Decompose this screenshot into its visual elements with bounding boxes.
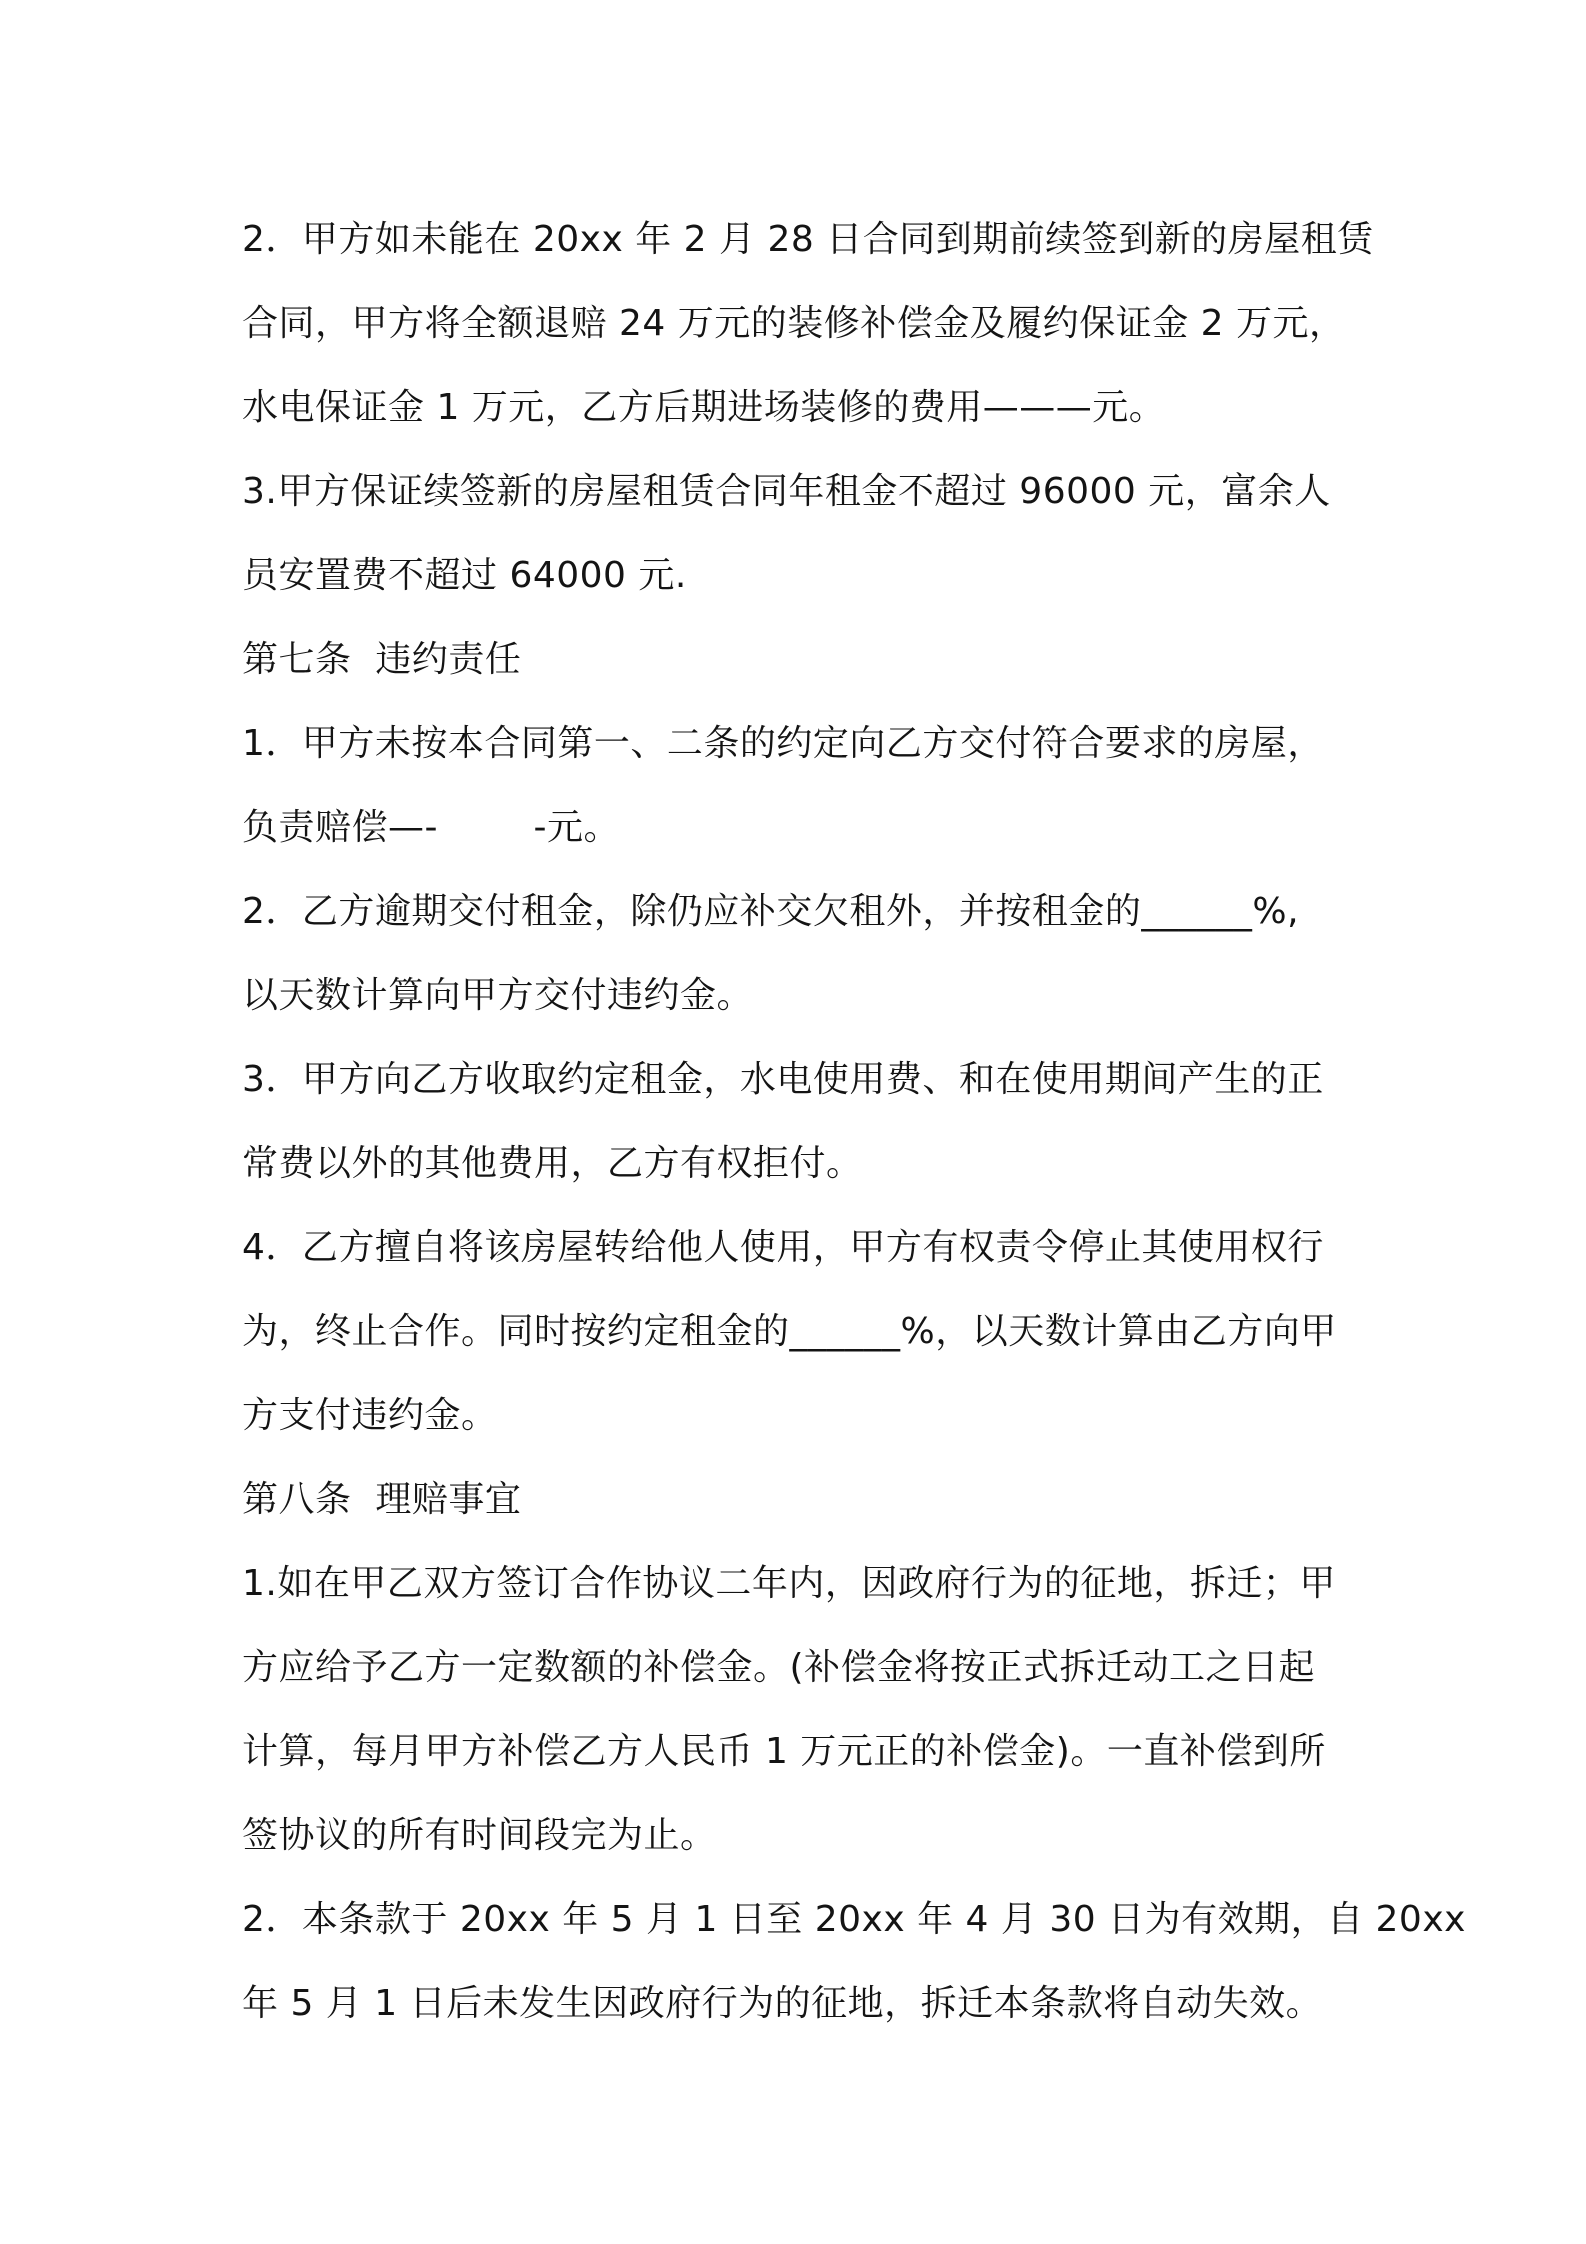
text-line: 签协议的所有时间段完为止。 [242,1815,717,1856]
text-line: 水电保证金 1 万元，乙方后期进场装修的费用———元。 [242,387,1166,428]
text-line: 4．乙方擅自将该房屋转给他人使用，甲方有权责令停止其使用权行 [242,1227,1324,1268]
text-line: 1．甲方未按本合同第一、二条的约定向乙方交付符合要求的房屋， [242,723,1324,764]
text-line: 3.甲方保证续签新的房屋租赁合同年租金不超过 96000 元，富余人 [242,471,1331,512]
text-line: 年 5 月 1 日后未发生因政府行为的征地，拆迁本条款将自动失效。 [242,1983,1323,2024]
text-line: 2．乙方逾期交付租金，除仍应补交欠租外，并按租金的______%, [242,891,1300,932]
text-line: 方支付违约金。 [242,1395,498,1436]
text-line: 计算，每月甲方补偿乙方人民币 1 万元正的补偿金)。一直补偿到所 [242,1731,1326,1772]
section-heading-article-8: 第八条 理赔事宜 [242,1479,522,1520]
document-body [242,198,1466,2046]
section-heading-article-7: 第七条 违约责任 [242,639,522,680]
text-line: 方应给予乙方一定数额的补偿金。(补偿金将按正式拆迁动工之日起 [242,1647,1316,1688]
text-line: 负责赔偿—- -元。 [242,807,621,848]
text-line: 2．甲方如未能在 20xx 年 2 月 28 日合同到期前续签到新的房屋租赁 [242,219,1374,260]
text-line: 3．甲方向乙方收取约定租金，水电使用费、和在使用期间产生的正 [242,1059,1324,1100]
text-line: 为，终止合作。同时按约定租金的______%，以天数计算由乙方向甲 [242,1311,1337,1352]
text-line: 1.如在甲乙双方签订合作协议二年内，因政府行为的征地，拆迁；甲 [242,1563,1336,1604]
text-line: 常费以外的其他费用，乙方有权拒付。 [242,1143,863,1184]
text-line: 以天数计算向甲方交付违约金。 [242,975,754,1016]
text-line: 员安置费不超过 64000 元. [242,555,687,596]
text-line: 2．本条款于 20xx 年 5 月 1 日至 20xx 年 4 月 30 日为有效期，自 20xx [242,1899,1466,1940]
text-line: 合同，甲方将全额退赔 24 万元的装修补偿金及履约保证金 2 万元， [242,303,1346,344]
